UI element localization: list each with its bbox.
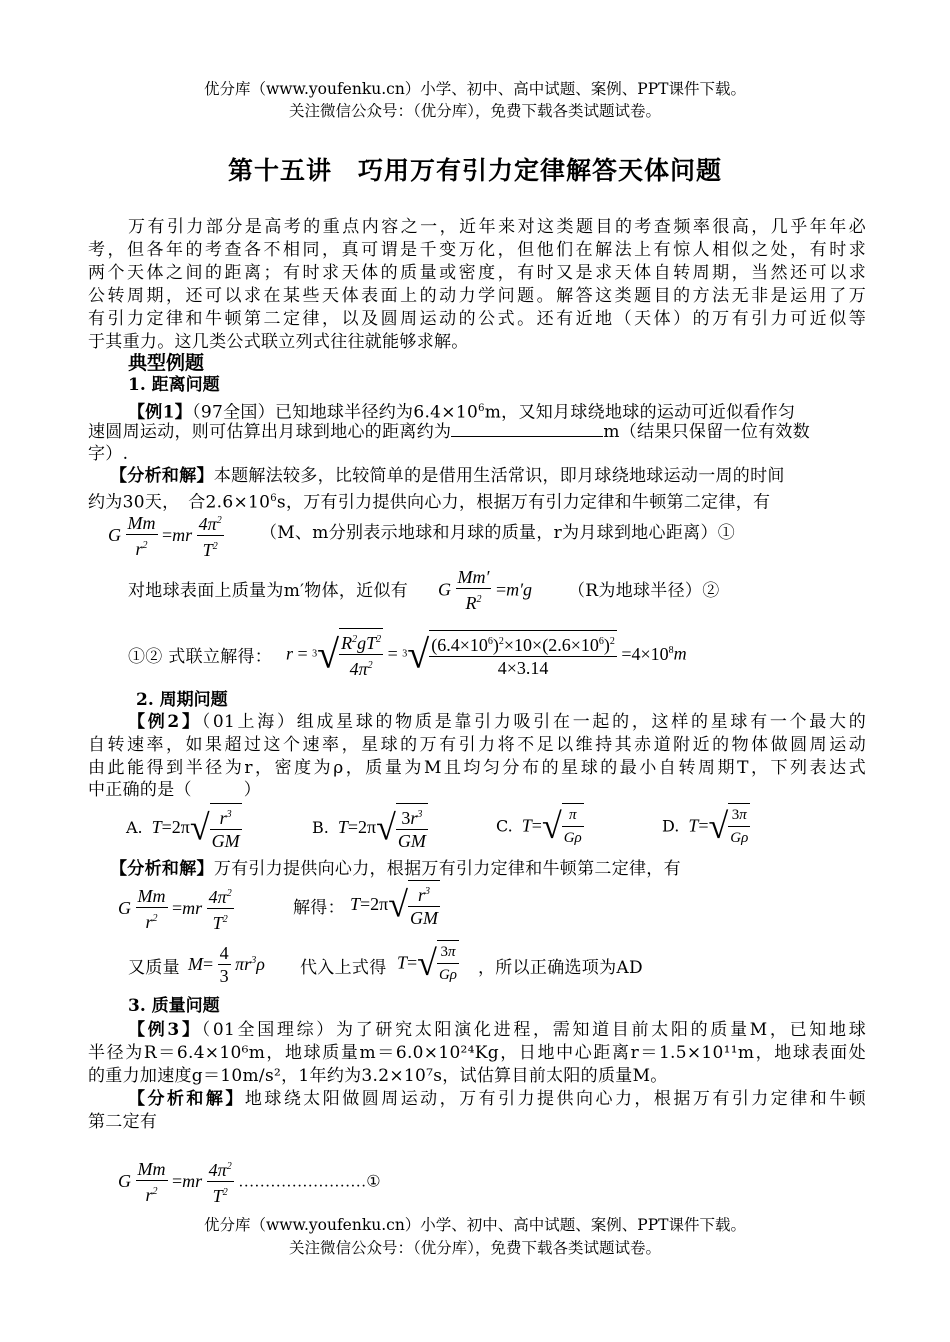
example-1-line-2b: m（结果只保留一位有效数	[603, 422, 811, 442]
solve-label: 解得：	[293, 898, 345, 918]
answer-blank[interactable]	[451, 421, 603, 437]
example-2-label: 【例2】	[128, 712, 202, 732]
analysis-1-exp: 6	[270, 493, 277, 504]
analysis-3-text: 地球绕太阳做圆周运动，万有引力提供向心力，根据万有引力定律和牛顿	[244, 1089, 866, 1109]
equation-8: G $\frac{Mm}{r^2}$ =mr $\frac{4\pi^2}{T^2}$ ……………………①	[118, 1156, 381, 1207]
subsection-heading-distance: 1. 距离问题	[128, 375, 220, 395]
equation-6: M= $\frac{4}{3}$ $\pi r^3\rho$	[188, 943, 265, 986]
example-1-line-1	[128, 398, 795, 424]
equation-3: r = 3√ $\frac{R^2gT^2}{4\pi^2}$ = 3√ $\frac{(6.4\times 10^6)^2\times 10\times(2.6\times 10^6)^2}{4\times 3.14}$ $=4\times 10^8m$	[286, 628, 687, 680]
intro-line-4: 公转周期，还可以求在某些天体表面上的动力学问题。解答这类题目的方法无非是运用了万	[88, 286, 866, 306]
analysis-1-line-2b: s，万有引力提供向心力，根据万有引力定律和牛顿第二定律，有	[276, 492, 771, 513]
example-1-line-2a: 速圆周运动，则可估算出月球到地心的距离约为	[88, 422, 452, 442]
example-1-line-2	[88, 421, 810, 443]
intro-line-1: 万有引力部分是高考的重点内容之一，近年来对这类题目的考查频率很高，几乎年年必	[128, 217, 866, 237]
header-line-1: 优分库（www.youfenku.cn）小学、初中、高中试题、案例、PPT课件下载。	[203, 80, 747, 98]
equation-3-prefix: ①② 式联立解得：	[128, 647, 273, 667]
intro-line-2: 考，但各年的考查各不相同，真可谓是千变万化，但他们在解法上有惊人相似之处，有时求	[88, 240, 866, 260]
analysis-1-line-1	[110, 465, 785, 487]
equation-1: G $\frac{Mm}{r^2}$ =mr $\frac{4\pi^2}{T^2}$	[108, 510, 224, 561]
example-1-label: 【例1】	[128, 402, 193, 423]
example-2-line-4: 中正确的是（ ）	[88, 780, 261, 800]
analysis-3-line-2: 第二定有	[88, 1112, 158, 1132]
equation-5: T=2π√ $\frac{r^3}{GM}$	[350, 880, 440, 929]
example-2-line-3: 由此能得到半径为r，密度为ρ，质量为M且均匀分布的星球的最小自转周期T，下列表达式	[88, 758, 866, 778]
example-3-line-3: 的重力加速度g＝10m/s²，1年约为3.2×10⁷s，试估算目前太阳的质量M。	[88, 1066, 668, 1086]
equation-7: T=√ $\frac{3\pi}{G\rho}$	[397, 940, 459, 986]
example-3-line-1	[128, 1019, 866, 1041]
equation-2: G $\frac{Mm'}{R^2}$ =m′g	[438, 567, 533, 613]
example-1-exp: 6	[478, 403, 485, 414]
analysis-2-label: 【分析和解】	[110, 859, 214, 879]
equation-4: G $\frac{Mm}{r^2}$ =mr $\frac{4\pi^2}{T^2}$	[118, 883, 234, 934]
footer-line-2: 关注微信公众号：（优分库），免费下载各类试题试卷。	[288, 1239, 661, 1257]
mass-suffix: ，所以正确选项为AD	[478, 958, 643, 978]
option-d[interactable]: D. T=√ $\frac{3\pi}{G\rho}$	[662, 803, 750, 849]
equation-1-note: （M、m分别表示地球和月球的质量，r为月球到地心距离）①	[260, 523, 736, 543]
option-c[interactable]: C. T=√ $\frac{\pi}{G\rho}$	[496, 803, 584, 849]
mass-prefix: 又质量	[128, 958, 180, 978]
example-2-line-2: 自转速率，如果超过这个速率，星球的万有引力将不足以维持其赤道附近的物体做圆周运动	[88, 735, 866, 755]
analysis-3-label: 【分析和解】	[128, 1089, 245, 1109]
subsection-heading-period: 2. 周期问题	[136, 690, 228, 710]
equation-2-prefix: 对地球表面上质量为m′物体，近似有	[128, 581, 409, 601]
example-3-label: 【例3】	[128, 1020, 202, 1040]
subsection-heading-mass: 3. 质量问题	[128, 996, 220, 1016]
example-1-line-3: 字）.	[88, 444, 129, 464]
analysis-1-text: 本题解法较多，比较简单的是借用生活常识，即月球绕地球运动一周的时间	[213, 466, 785, 486]
equation-2-note: （R为地球半径）②	[568, 581, 720, 601]
header-line-2: 关注微信公众号：（优分库），免费下载各类试题试卷。	[288, 102, 661, 120]
page-title: 第十五讲 巧用万有引力定律解答天体问题	[227, 156, 722, 185]
analysis-1-line-2a: 约为30天， 合2.6×10	[88, 492, 271, 513]
example-2-text: （01上海）组成星球的物质是靠引力吸引在一起的，这样的星球有一个最大的	[201, 712, 866, 732]
analysis-2-line-1	[110, 858, 681, 880]
example-1-text-a: （97全国）已知地球半径约为6.4×10	[192, 402, 479, 423]
analysis-2-text: 万有引力提供向心力，根据万有引力定律和牛顿第二定律，有	[213, 859, 681, 879]
option-a[interactable]: A. T=2π√ $\frac{r^3}{GM}$	[126, 803, 242, 852]
analysis-1-label: 【分析和解】	[110, 466, 214, 486]
example-3-line-2: 半径为R＝6.4×10⁶m，地球质量m＝6.0×10²⁴Kg，日地中心距离r＝1.5×10¹¹m，地球表面处	[88, 1043, 866, 1063]
footer-line-1: 优分库（www.youfenku.cn）小学、初中、高中试题、案例、PPT课件下载。	[203, 1216, 747, 1234]
example-2-line-1	[128, 711, 866, 733]
mass-middle: 代入上式得	[300, 958, 387, 978]
intro-line-5: 有引力定律和牛顿第二定律，以及圆周运动的公式。还有近地（天体）的万有引力可近似等	[88, 309, 866, 329]
intro-line-3: 两个天体之间的距离；有时求天体的质量或密度，有时又是求天体自转周期，当然还可以求	[88, 263, 866, 283]
example-3-text: （01全国理综）为了研究太阳演化进程，需知道目前太阳的质量M，已知地球	[201, 1020, 867, 1040]
example-1-text-b: m，又知月球绕地球的运动可近似看作匀	[484, 402, 796, 423]
section-heading-examples: 典型例题	[128, 352, 205, 374]
intro-line-6: 于其重力。这几类公式联立列式往往就能够求解。	[88, 332, 469, 352]
option-b[interactable]: B. T=2π√ $\frac{3r^3}{GM}$	[312, 803, 428, 852]
equation-8-tail: ……………………①	[238, 1173, 381, 1191]
analysis-3-line-1	[128, 1088, 866, 1110]
